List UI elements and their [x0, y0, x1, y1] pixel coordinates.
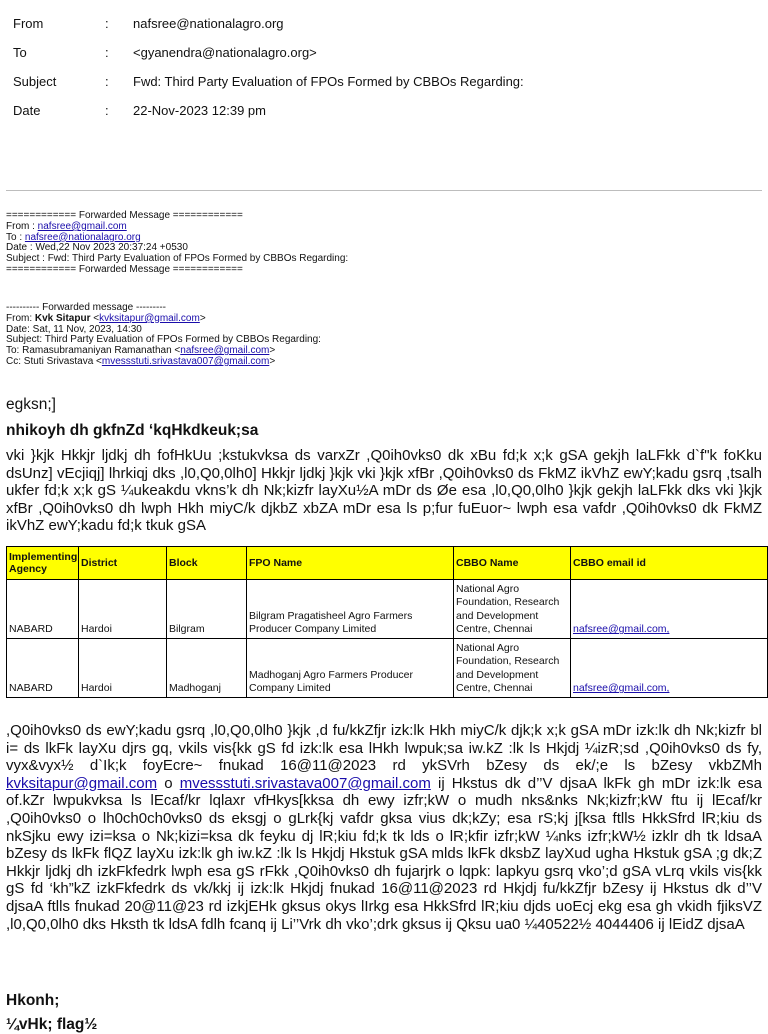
table-header-cell: Block	[167, 547, 247, 580]
body-paragraph-2	[6, 722, 762, 933]
table-cell: Bilgram Pragatisheel Agro Farmers Producer Company Limited	[247, 580, 454, 639]
header-key: To	[13, 45, 27, 60]
forward2-to-email-link[interactable]: nafsree@gmail.com	[180, 345, 270, 357]
forward2-to-prefix: To: Ramasubramaniyan Ramanathan <	[6, 345, 181, 357]
table-cell-email-link[interactable]: nafsree@gmail.com,	[571, 580, 768, 639]
header-from-value: nafsree@nationalagro.org	[133, 16, 284, 31]
header-to-value: <gyanendra@nationalagro.org>	[133, 45, 317, 60]
forward-banner-bottom: ============ Forwarded Message ============	[6, 263, 243, 275]
forwarded-block-1	[6, 211, 348, 276]
table-header-cell: CBBO Name	[454, 547, 571, 580]
table-row	[7, 580, 768, 639]
forward2-cc-email-link[interactable]: mvessstuti.srivastava007@gmail.com	[101, 355, 270, 367]
salutation: nhikoyh dh gkfnZd ‘kqHkdkeuk;sa	[6, 422, 259, 439]
table-header-cell: FPO Name	[247, 547, 454, 580]
forward-date-line: Date : Wed,22 Nov 2023 20:37:24 +0530	[6, 242, 188, 254]
forward2-date-line: Date: Sat, 11 Nov, 2023, 14:30	[6, 323, 142, 335]
forward2-from-label: From:	[6, 312, 35, 324]
table-cell: Hardoi	[79, 580, 167, 639]
kvk-email-link[interactable]: kvksitapur@gmail.com	[6, 774, 158, 792]
table-cell: NABARD	[7, 639, 79, 698]
header-key: Subject	[13, 74, 57, 89]
table-header-cell: Implementing Agency	[7, 547, 79, 580]
table-cell: National Agro Foundation, Research and Development Centre, Chennai	[454, 580, 571, 639]
closing-text: Hkonh;	[6, 992, 60, 1009]
table-header-cell: CBBO email id	[571, 547, 768, 580]
header-row-date	[13, 96, 753, 125]
forward-subject-line: Subject : Fwd: Third Party Evaluation of FPOs Formed by CBBOs Regarding:	[6, 253, 349, 265]
forward-banner-top: ============ Forwarded Message ============	[6, 210, 243, 221]
forward2-to-line: To: Ramasubramaniyan Ramanathan <nafsree@gmail.com>	[6, 345, 276, 357]
table-row	[7, 639, 768, 698]
forward-to-label: To :	[6, 231, 25, 243]
forward2-subject-line: Subject: Third Party Evaluation of FPOs Formed by CBBOs Regarding:	[6, 334, 321, 346]
table-cell-email-link[interactable]: nafsree@gmail.com,	[571, 639, 768, 698]
header-divider	[6, 190, 762, 191]
header-row-to	[13, 38, 753, 67]
header-colon: :	[105, 16, 109, 31]
forward2-from-email-link[interactable]: kvksitapur@gmail.com	[99, 312, 200, 324]
header-row-subject	[13, 67, 753, 96]
forward2-cc-prefix: Cc: Stuti Srivastava <	[6, 355, 102, 367]
fpo-table	[6, 546, 768, 698]
forward2-from-line: From: Kvk Sitapur <kvksitapur@gmail.com>	[6, 312, 206, 324]
para2-text-start: ,Q0ih0vks0 ds ewY;kadu gsrq ,l0,Q0,0lh0 }kjk ,d fu/kkZfjr izk:lk Hkh miyC/k djk;k x;k gSA mDr izk:lk dh Nk;kizfr bl i= ds lkFk layXu djrs gq, vkils vis{kk gS fd izk:lk esa lHkh lwpuk;sa iw.kZ :lk ls Hkjdj ¼izR;sd ,Q0ih0vks0 ds fy, vyx&vyx½ d`Ik;k foyEcre~ fnukad 16@11@2023 rd ykSVrh bZesy ds ek/;e ls bZesy vkbZMh	[6, 722, 762, 775]
table-cell: Madhoganj	[167, 639, 247, 698]
header-subject-value: Fwd: Third Party Evaluation of FPOs Formed by CBBOs Regarding:	[133, 74, 524, 89]
stuti-email-link[interactable]: mvessstuti.srivastava007@gmail.com	[179, 774, 431, 792]
forward2-cc-line: Cc: Stuti Srivastava <mvessstuti.srivastava007@gmail.com>	[6, 355, 276, 367]
header-date-value: 22-Nov-2023 12:39 pm	[133, 103, 266, 118]
header-row-from	[13, 9, 753, 38]
email-header	[13, 9, 753, 125]
table-header-row	[7, 547, 768, 580]
body-paragraph-1: vki }kjk Hkkjr ljdkj dh fofHkUu ;kstukvksa ds varxZr ,Q0ih0vks0 dk xBu fd;k x;k gSA gekjh laLFkk d`f"k foKku dsUnz] vEcjiqj] lhrkiqj dks ,l0,Q0,0lh0] Hkkjr ljdkj }kjk vki }kjk xfBr ,Q0ih0vks0 ds FkMZ ikVhZ ewY;kadu gsrq ,tsalh ukfer fd;k x;k gS ¼ukeakdu vkns’k dh Nk;kizfr layXu½A mDr ds Øe esa ,l0,Q0,0lh0 }kjk gekjh laLFkk dks vki }kjk xfBr ,Q0ih0vks0 dh lwph Hkh miyC/k djkbZ xbZA mDr esa ls p;fur fuEuor~ lwph esa vafdr ,Q0ih0vks0 dk FkMZ ikVhZ ewY;kadu fd;k tkuk gSA	[6, 447, 762, 535]
greeting: egksn;]	[6, 396, 56, 413]
para2-text-mid: o	[157, 774, 180, 792]
table-cell: Hardoi	[79, 639, 167, 698]
table-cell: Bilgram	[167, 580, 247, 639]
forward-from-email-link[interactable]: nafsree@gmail.com	[37, 220, 127, 232]
forwarded-block-2	[6, 303, 321, 368]
table-header-cell: District	[79, 547, 167, 580]
table-cell: National Agro Foundation, Research and Development Centre, Chennai	[454, 639, 571, 698]
header-key: From	[13, 16, 44, 31]
header-key: Date	[13, 103, 41, 118]
forward2-banner: ---------- Forwarded message ---------	[6, 302, 166, 313]
forward2-from-name: Kvk Sitapur	[34, 312, 91, 324]
forward-to-email-link[interactable]: nafsree@nationalagro.org	[24, 231, 141, 243]
forward-from-label: From :	[6, 220, 38, 232]
header-colon: :	[105, 103, 109, 118]
para2-text-end: ij Hkstus dk d’’V djsaA lkFk gh mDr izk:lk esa of.kZr lwpukvksa ls lEcaf/kr lqlaxr vfHkys[kksa dh ewy izfr;kW o mudh nks&nks Nk;kizfr;kW ftu ij lEcaf/kr ,Q0ih0vks0 o lh0ch0ch0vks0 ds eksgj o gLrk{kj vafdr gksa vius dk;kZy; esa rS;kj j[ksa ftlls HkkSfrd lR;kiu ds nkSjku ewy izi=ksa o Nk;kizi=ksa dk feyku dj lR;kiu fd;k tk lds o lR;kfir izfr;kW ¼nks izfr;kW½ izklr dh tk ldsaA bZesy ds lkFk flQZ layXu izk:lk gh iw.kZ :lk ls Hkjdj Hkstuk gSA mlds lkFk dksbZ layXud ugha Hkstuk gSA ;g dk;Z Hkkjr ljdkj dh izkFkfedrk lwph esa gS rFkk ,Q0ih0vks0 dh fujarjrk o lqpk: lapkyu gsrq vko’;d gSA vLrq vkils vis{kk gS fd ‘kh”kZ izkFkfedrk ds vk/kkj ij izk:lk Hkjdj fnukad 16@11@2023 rd Hkjdj fu/kkZfjr bZesy ij Hkstus dk d’’V djsaA ftlls fnukad 20@11@23 rd izkjEHk gksus okys lIrkg esa HkkSfrd lR;kiu djds uoEcj ekg esa gh vkidh fjiksVZ ,l0,Q0,0lh0 dks Hksth tk ldsA fdlh fcanq ij Li’’Vrk dh vko’;drk gksus ij Qksu ua0 ¼40522½ 4044406 ij lEidZ djsaA	[6, 774, 762, 933]
header-colon: :	[105, 74, 109, 89]
table-cell: Madhoganj Agro Farmers Producer Company Limited	[247, 639, 454, 698]
header-colon: :	[105, 45, 109, 60]
signature-name: ¼vHk; flag½	[6, 1016, 98, 1033]
table-cell: NABARD	[7, 580, 79, 639]
